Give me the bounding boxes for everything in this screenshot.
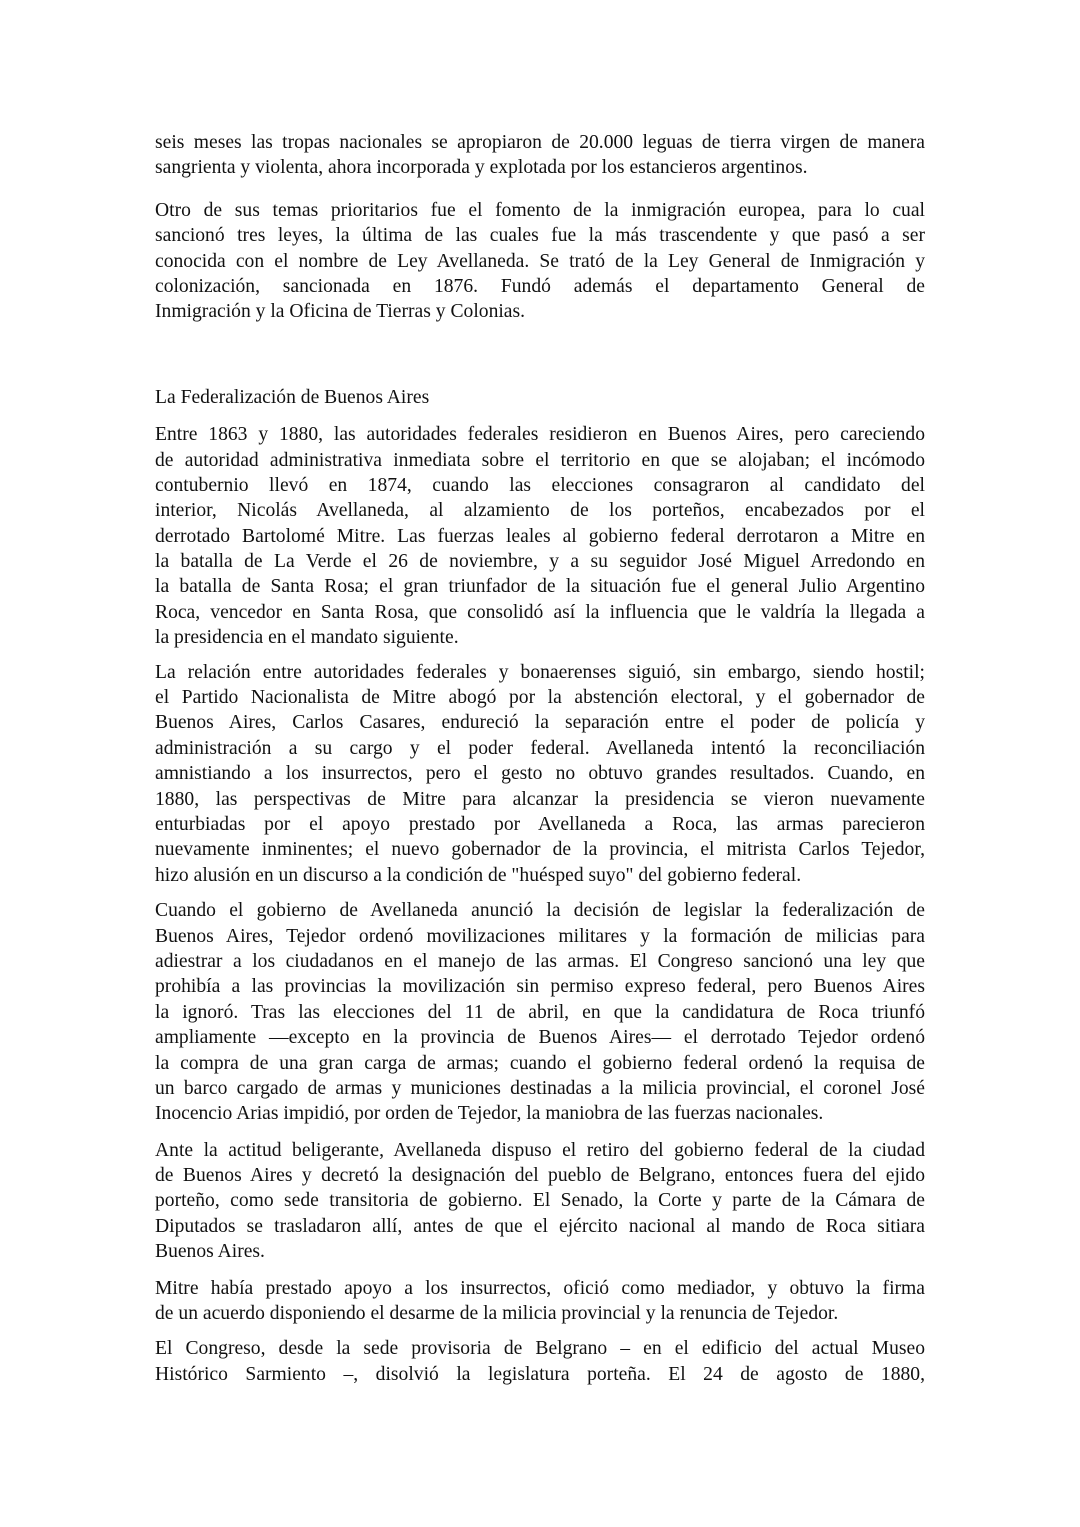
text-line: adiestrar a los ciudadanos en el manejo de las armas. El Congreso sancionó una ley que bbox=[155, 950, 925, 972]
text-line: un barco cargado de armas y municiones destinadas a la milicia provincial, el coronel José bbox=[155, 1077, 925, 1099]
text-line: hizo alusión en un discurso a la condición de "huésped suyo" del gobierno federal. bbox=[155, 864, 802, 886]
text-line: Buenos Aires, Carlos Casares, endureció la separación entre el poder de policía y bbox=[155, 712, 925, 734]
text-line: 1880, las perspectivas de Mitre para alcanzar la presidencia se vieron nuevamente bbox=[155, 788, 925, 810]
text-line: colonización, sancionada en 1876. Fundó además el departamento General de bbox=[155, 275, 925, 297]
paragraph bbox=[155, 198, 925, 325]
paragraph bbox=[155, 130, 925, 181]
text-line: Buenos Aires. bbox=[155, 1241, 265, 1263]
text-line: derrotado Bartolomé Mitre. Las fuerzas leales al gobierno federal derrotaron a Mitre en bbox=[155, 525, 925, 547]
text-line: ampliamente —excepto en la provincia de Buenos Aires— el derrotado Tejedor ordenó bbox=[155, 1027, 925, 1049]
text-line: Cuando el gobierno de Avellaneda anunció la decisión de legislar la federalización de bbox=[155, 900, 925, 922]
text-line: Diputados se trasladaron allí, antes de que el ejército nacional al mando de Roca sitiara bbox=[155, 1215, 925, 1237]
text-line: sancionó tres leyes, la última de las cuales fue la más trascendente y que pasó a ser bbox=[155, 225, 925, 247]
text-line: la batalla de Santa Rosa; el gran triunfador de la situación fue el general Julio Argentino bbox=[155, 576, 925, 598]
paragraph bbox=[155, 660, 925, 889]
text-line: Buenos Aires, Tejedor ordenó movilizaciones militares y la formación de milicias para bbox=[155, 925, 925, 947]
text-line: Inmigración y la Oficina de Tierras y Colonias. bbox=[155, 301, 526, 323]
text-line: administración a su cargo y el poder federal. Avellaneda intentó la reconciliación bbox=[155, 737, 925, 759]
text-line: de autoridad administrativa inmediata sobre el territorio en que se alojaban; el incómodo bbox=[155, 449, 925, 471]
paragraph bbox=[155, 898, 925, 1127]
text-line: la batalla de La Verde el 26 de noviembre, y a su seguidor José Miguel Arredondo en bbox=[155, 551, 925, 573]
text-line: Entre 1863 y 1880, las autoridades federales residieron en Buenos Aires, pero careciendo bbox=[155, 424, 925, 446]
text-line: La relación entre autoridades federales y bonaerenses siguió, sin embargo, siendo hostil; bbox=[155, 661, 925, 683]
text-line: de Buenos Aires y decretó la designación del pueblo de Belgrano, entonces fuera del ejido bbox=[155, 1165, 925, 1187]
text-line: el Partido Nacionalista de Mitre abogó por la abstención electoral, y el gobernador de bbox=[155, 687, 925, 709]
text-line: prohibía a las provincias la movilización sin permiso expreso federal, pero Buenos Aires bbox=[155, 976, 925, 998]
text-line: enturbiadas por el apoyo prestado por Avellaneda a Roca, las armas parecieron bbox=[155, 813, 925, 835]
text-line: sangrienta y violenta, ahora incorporada y explotada por los estancieros argentinos. bbox=[155, 157, 808, 179]
text-line: de un acuerdo disponiendo el desarme de la milicia provincial y la renuncia de Tejedor. bbox=[155, 1303, 839, 1325]
text-line: Otro de sus temas prioritarios fue el fomento de la inmigración europea, para lo cual bbox=[155, 199, 925, 221]
paragraph bbox=[155, 1276, 925, 1327]
text-line: Histórico Sarmiento –, disolvió la legislatura porteña. El 24 de agosto de 1880, bbox=[155, 1363, 925, 1385]
text-line: contubernio llevó en 1874, cuando las elecciones consagraron al candidato del bbox=[155, 474, 925, 496]
text-line: Roca, vencedor en Santa Rosa, que consolidó así la influencia que le valdría la llegada a bbox=[155, 601, 925, 623]
text-line: seis meses las tropas nacionales se apropiaron de 20.000 leguas de tierra virgen de manera bbox=[155, 132, 925, 153]
text-line: El Congreso, desde la sede provisoria de Belgrano – en el edificio del actual Museo bbox=[155, 1338, 925, 1360]
paragraph bbox=[155, 1138, 925, 1265]
document-page bbox=[155, 130, 925, 1387]
text-line: la ignoró. Tras las elecciones del 11 de abril, en que la candidatura de Roca triunfó bbox=[155, 1001, 925, 1023]
paragraph bbox=[155, 422, 925, 651]
text-line: interior, Nicolás Avellaneda, al alzamiento de los porteños, encabezados por el bbox=[155, 500, 925, 522]
text-line: conocida con el nombre de Ley Avellaneda. Se trató de la Ley General de Inmigración y bbox=[155, 250, 925, 272]
text-line: porteño, como sede transitoria de gobierno. El Senado, la Corte y parte de la Cámara de bbox=[155, 1190, 925, 1212]
text-line: la compra de una gran carga de armas; cuando el gobierno federal ordenó la requisa de bbox=[155, 1052, 925, 1074]
paragraph bbox=[155, 1336, 925, 1387]
text-line: nuevamente inminentes; el nuevo gobernador de la provincia, el mitrista Carlos Tejedor, bbox=[155, 839, 925, 861]
text-line: amnistiando a los insurrectos, pero el gesto no obtuvo grandes resultados. Cuando, en bbox=[155, 763, 925, 785]
section-heading: La Federalización de Buenos Aires bbox=[155, 386, 430, 408]
text-line: Ante la actitud beligerante, Avellaneda dispuso el retiro del gobierno federal de la ciudad bbox=[155, 1139, 925, 1161]
text-line: Mitre había prestado apoyo a los insurrectos, ofició como mediador, y obtuvo la firma bbox=[155, 1277, 925, 1299]
text-line: la presidencia en el mandato siguiente. bbox=[155, 627, 459, 649]
text-line: Inocencio Arias impidió, por orden de Tejedor, la maniobra de las fuerzas nacionales. bbox=[155, 1103, 824, 1125]
